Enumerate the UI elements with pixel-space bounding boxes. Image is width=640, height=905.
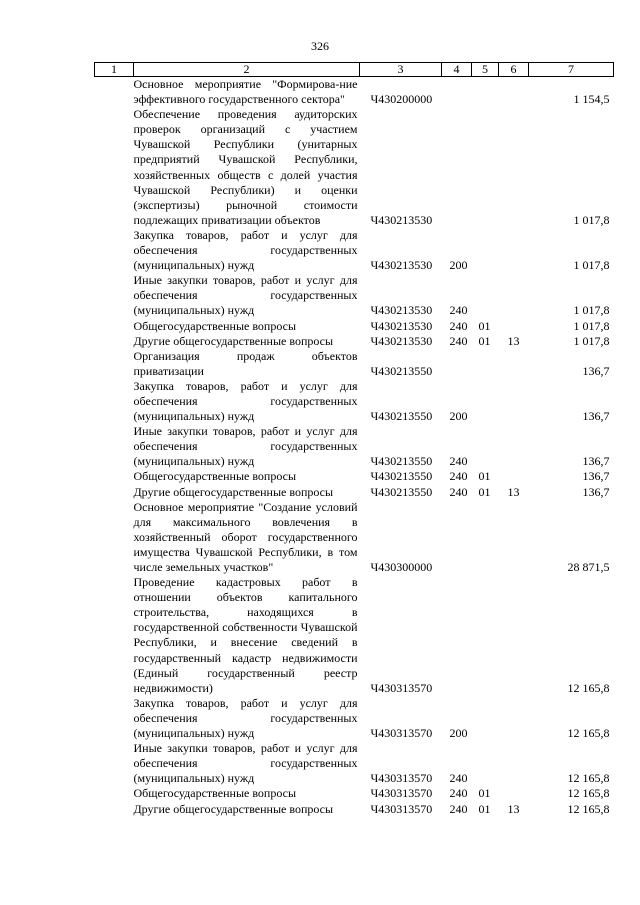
section-code: 01 <box>478 786 491 801</box>
row-number-cell <box>95 786 134 801</box>
row-number-cell <box>95 802 134 817</box>
subsection-code <box>499 379 529 424</box>
section-code: 01 <box>478 801 491 816</box>
table-row <box>95 741 614 786</box>
amount-value: 136,7 <box>582 454 610 469</box>
item-name: Общегосударственные вопросы <box>133 786 297 801</box>
section-code <box>472 696 499 741</box>
table-row <box>95 469 614 484</box>
target-article-code: Ч430213550 <box>370 454 433 469</box>
table-row <box>95 107 614 228</box>
subsection-code <box>499 696 529 741</box>
subsection-code <box>499 500 529 575</box>
item-name: Закупка товаров, работ и услуг для обеспечения государственных (муниципальных) нужд <box>133 378 358 424</box>
item-name: Обеспечение проведения аудиторских проверок организаций с участием Чувашской Республики (унитарных предприятий Чувашской Республики, хозяйственных обществ с долей участия Чувашской Республики) и оценки (экспертизы) рыночной стоимости подлежащих приватизации объектов <box>133 107 358 227</box>
expense-type-code: 240 <box>449 303 468 318</box>
row-number-cell <box>95 334 134 349</box>
header-col-6: 6 <box>499 63 529 77</box>
expense-type-code: 240 <box>449 484 468 499</box>
item-name: Проведение кадастровых работ в отношении объектов капитального строительства, находящихся в государственной собственности Чувашской Республики, и внесение сведений в государственный кадастр недвижимости (Единый государственный реестр недвижимости) <box>133 575 358 695</box>
row-number-cell <box>95 349 134 379</box>
item-name: Иные закупки товаров, работ и услуг для обеспечения государственных (муниципальных) нужд <box>133 424 358 469</box>
amount-value: 12 165,8 <box>567 771 610 786</box>
section-code: 01 <box>478 484 491 499</box>
section-code: 01 <box>478 469 491 484</box>
section-code <box>472 273 499 318</box>
subsection-code: 13 <box>507 484 520 499</box>
target-article-code: Ч430213530 <box>370 212 433 227</box>
amount-value: 136,7 <box>582 484 610 499</box>
table-row <box>95 485 614 500</box>
row-number-cell <box>95 273 134 318</box>
target-article-code: Ч430213530 <box>370 258 433 273</box>
expense-type-code <box>442 349 472 379</box>
expense-type-code: 200 <box>449 258 468 273</box>
item-name: Иные закупки товаров, работ и услуг для обеспечения государственных (муниципальных) нужд <box>133 273 358 318</box>
expense-type-code: 200 <box>449 726 468 741</box>
table-row <box>95 802 614 817</box>
table-row <box>95 424 614 469</box>
amount-value: 1 017,8 <box>573 333 610 348</box>
expense-type-code: 240 <box>449 469 468 484</box>
section-code <box>472 379 499 424</box>
expense-type-code: 200 <box>449 409 468 424</box>
expense-type-code: 240 <box>449 454 468 469</box>
subsection-code <box>499 319 529 334</box>
item-name: Общегосударственные вопросы <box>133 469 297 484</box>
expense-type-code: 240 <box>449 801 468 816</box>
header-col-7: 7 <box>529 63 614 77</box>
row-number-cell <box>95 469 134 484</box>
expense-type-code <box>442 77 472 108</box>
target-article-code: Ч430313570 <box>370 726 433 741</box>
subsection-code <box>499 786 529 801</box>
amount-value: 28 871,5 <box>567 560 610 574</box>
table-row <box>95 500 614 575</box>
target-article-code: Ч430213530 <box>370 303 433 318</box>
row-number-cell <box>95 379 134 424</box>
table-row <box>95 334 614 349</box>
expense-type-code: 240 <box>449 771 468 786</box>
target-article-code: Ч430300000 <box>370 560 433 574</box>
amount-value: 12 165,8 <box>567 680 610 695</box>
target-article-code: Ч430200000 <box>370 92 433 107</box>
section-code <box>472 77 499 108</box>
target-article-code: Ч430213530 <box>370 333 433 348</box>
target-article-code: Ч430313570 <box>370 801 433 816</box>
table-row <box>95 379 614 424</box>
item-name: Закупка товаров, работ и услуг для обеспечения государственных (муниципальных) нужд <box>133 695 358 741</box>
target-article-code: Ч430213550 <box>370 363 433 378</box>
subsection-code <box>499 77 529 108</box>
expense-type-code <box>442 500 472 575</box>
target-article-code: Ч430313570 <box>370 771 433 786</box>
item-name: Другие общегосударственные вопросы <box>133 801 334 816</box>
expense-type-code: 240 <box>449 318 468 333</box>
item-name: Организация продаж объектов приватизации <box>133 348 358 378</box>
row-number-cell <box>95 77 134 108</box>
table-row <box>95 228 614 273</box>
table-row <box>95 319 614 334</box>
subsection-code <box>499 273 529 318</box>
header-col-3: 3 <box>360 63 442 77</box>
subsection-code <box>499 107 529 228</box>
section-code: 01 <box>478 333 491 348</box>
header-col-2: 2 <box>134 63 360 77</box>
header-col-1: 1 <box>95 63 134 77</box>
row-number-cell <box>95 485 134 500</box>
subsection-code <box>499 469 529 484</box>
row-number-cell <box>95 575 134 696</box>
budget-table <box>94 62 614 817</box>
header-row <box>95 63 614 77</box>
amount-value: 1 017,8 <box>573 212 610 227</box>
section-code <box>472 424 499 469</box>
amount-value: 1 017,8 <box>573 303 610 318</box>
page-number: 326 <box>311 39 329 53</box>
section-code: 01 <box>478 318 491 333</box>
target-article-code: Ч430213530 <box>370 318 433 333</box>
item-name: Другие общегосударственные вопросы <box>133 484 334 499</box>
expense-type-code: 240 <box>449 786 468 801</box>
row-number-cell <box>95 228 134 273</box>
expense-type-code <box>442 575 472 696</box>
amount-value: 1 017,8 <box>573 318 610 333</box>
section-code <box>472 107 499 228</box>
row-number-cell <box>95 696 134 741</box>
subsection-code <box>499 741 529 786</box>
subsection-code: 13 <box>507 333 520 348</box>
table-row <box>95 77 614 108</box>
amount-value: 1 017,8 <box>573 258 610 273</box>
row-number-cell <box>95 741 134 786</box>
subsection-code <box>499 575 529 696</box>
section-code <box>472 500 499 575</box>
row-number-cell <box>95 107 134 228</box>
header-col-4: 4 <box>442 63 472 77</box>
item-name: Другие общегосударственные вопросы <box>133 333 334 348</box>
target-article-code: Ч430313570 <box>370 680 433 695</box>
subsection-code <box>499 228 529 273</box>
header-col-5: 5 <box>472 63 499 77</box>
target-article-code: Ч430313570 <box>370 786 433 801</box>
section-code <box>472 575 499 696</box>
row-number-cell <box>95 500 134 575</box>
expense-type-code <box>442 107 472 228</box>
amount-value: 12 165,8 <box>567 726 610 741</box>
target-article-code: Ч430213550 <box>370 469 433 484</box>
amount-value: 136,7 <box>582 409 610 424</box>
amount-value: 1 154,5 <box>573 92 610 107</box>
amount-value: 136,7 <box>582 363 610 378</box>
item-name: Закупка товаров, работ и услуг для обеспечения государственных (муниципальных) нужд <box>133 227 358 273</box>
table-row <box>95 696 614 741</box>
expense-type-code: 240 <box>449 333 468 348</box>
target-article-code: Ч430213550 <box>370 409 433 424</box>
table-row <box>95 273 614 318</box>
subsection-code <box>499 424 529 469</box>
item-name: Иные закупки товаров, работ и услуг для обеспечения государственных (муниципальных) нужд <box>133 741 358 786</box>
table-row <box>95 575 614 696</box>
row-number-cell <box>95 424 134 469</box>
table-row <box>95 786 614 801</box>
section-code <box>472 349 499 379</box>
amount-value: 12 165,8 <box>567 801 610 816</box>
section-code <box>472 228 499 273</box>
amount-value: 12 165,8 <box>567 786 610 801</box>
section-code <box>472 741 499 786</box>
amount-value: 136,7 <box>582 469 610 484</box>
subsection-code <box>499 349 529 379</box>
item-name: Общегосударственные вопросы <box>133 318 297 333</box>
target-article-code: Ч430213550 <box>370 484 433 499</box>
item-name: Основное мероприятие "Формирова-ние эффективного государственного сектора" <box>133 77 358 107</box>
item-name: Основное мероприятие "Создание условий для максимального вовлечения в хозяйственный оборот государственного имущества Чувашской Республики, в том числе земельных участков" <box>133 499 358 574</box>
subsection-code: 13 <box>507 801 520 816</box>
table-body <box>95 77 614 817</box>
table-row <box>95 349 614 379</box>
row-number-cell <box>95 319 134 334</box>
